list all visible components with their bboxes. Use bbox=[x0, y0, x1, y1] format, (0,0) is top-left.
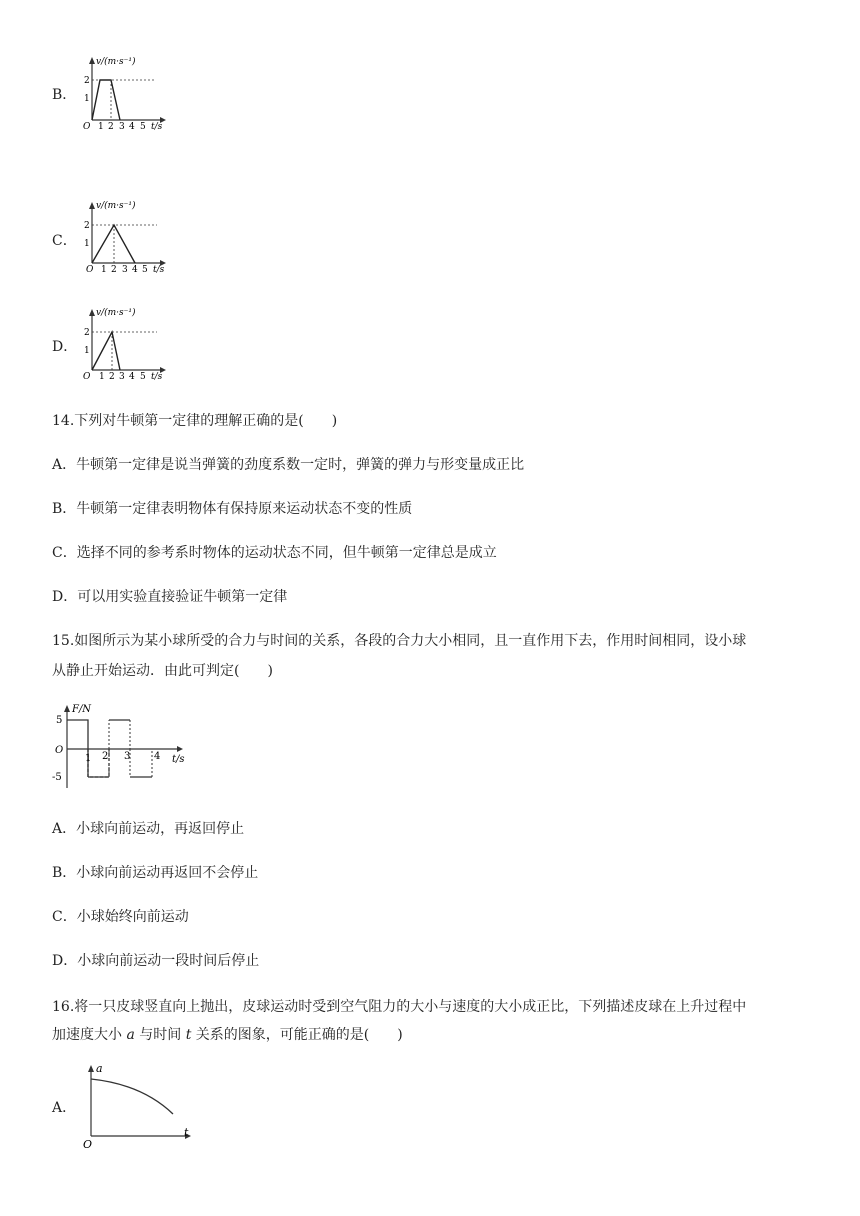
q15-option-c bbox=[52, 906, 189, 926]
option-d-xlabel: t/s bbox=[151, 372, 163, 382]
option-c-letter: C． bbox=[52, 233, 77, 249]
q15-xtick-2: 2 bbox=[102, 751, 109, 762]
option-d-ytick-1: 1 bbox=[84, 346, 90, 356]
q14-option-d bbox=[52, 586, 287, 606]
option-c-xtick-2: 2 bbox=[111, 265, 117, 275]
option-d-xtick-3: 3 bbox=[119, 372, 125, 382]
q15-origin: O bbox=[55, 745, 64, 756]
q16-var-t: t bbox=[185, 1027, 192, 1043]
q16-stem-part-b: 与时间 bbox=[134, 1027, 186, 1043]
option-c-ytick-1: 1 bbox=[84, 239, 90, 249]
option-b-ylabel: v/(m·s⁻¹) bbox=[96, 57, 136, 67]
option-b-xtick-4: 4 bbox=[129, 122, 135, 132]
option-b-xtick-1: 1 bbox=[98, 122, 104, 132]
q15-option-d-text: 小球向前运动一段时间后停止 bbox=[77, 953, 260, 969]
q15-xlabel: t/s bbox=[172, 754, 185, 765]
q15-force-time-graph bbox=[52, 700, 192, 792]
option-d-letter: D． bbox=[52, 339, 78, 355]
q15-option-d bbox=[52, 950, 259, 970]
option-b-letter: B． bbox=[52, 87, 77, 103]
q15-option-a-text: 小球向前运动，再返回停止 bbox=[76, 821, 245, 837]
q14-option-d-letter: D． bbox=[52, 589, 78, 605]
q16-stem-line1: 16.将一只皮球竖直向上抛出，皮球运动时受到空气阻力的大小与速度的大小成正比，下列描述皮球在上升过程中 bbox=[52, 999, 747, 1015]
option-d-ytick-2: 2 bbox=[84, 328, 90, 338]
q14-option-c-text: 选择不同的参考系时物体的运动状态不同，但牛顿第一定律总是成立 bbox=[76, 545, 497, 561]
q16-a-xlabel: t bbox=[184, 1126, 189, 1139]
q16-a-origin: O bbox=[83, 1138, 93, 1150]
q14-option-b-text: 牛顿第一定律表明物体有保持原来运动状态不变的性质 bbox=[76, 501, 413, 517]
q14-option-d-text: 可以用实验直接验证牛顿第一定律 bbox=[77, 589, 288, 605]
option-c-ylabel: v/(m·s⁻¹) bbox=[96, 201, 136, 211]
q15-option-c-letter: C． bbox=[52, 909, 77, 925]
option-b-xtick-2: 2 bbox=[108, 122, 114, 132]
option-b-xtick-3: 3 bbox=[119, 122, 125, 132]
option-c-xtick-3: 3 bbox=[122, 265, 128, 275]
option-c-vt-graph bbox=[82, 195, 172, 277]
q16-var-a: a bbox=[126, 1027, 135, 1043]
option-d-xtick-4: 4 bbox=[129, 372, 135, 382]
option-c-xtick-1: 1 bbox=[101, 265, 107, 275]
q15-option-a bbox=[52, 818, 244, 838]
q15-option-b-letter: B． bbox=[52, 865, 77, 881]
q14-option-b-letter: B． bbox=[52, 501, 77, 517]
q14-option-a-letter: A． bbox=[52, 457, 77, 473]
q16-stem-part-a: 加速度大小 bbox=[52, 1027, 127, 1043]
option-b-origin: O bbox=[83, 122, 91, 132]
option-d-origin: O bbox=[83, 372, 91, 382]
q15-option-a-letter: A． bbox=[52, 821, 77, 837]
option-c-xtick-5: 5 bbox=[142, 265, 148, 275]
q15-stem-line2: 从静止开始运动．由此可判定( ) bbox=[52, 663, 273, 679]
q15-option-b-text: 小球向前运动再返回不会停止 bbox=[76, 865, 259, 881]
q15-xtick-4: 4 bbox=[154, 751, 161, 762]
option-b-vt-graph bbox=[82, 50, 172, 132]
option-d-ylabel: v/(m·s⁻¹) bbox=[96, 308, 136, 318]
option-c-origin: O bbox=[86, 265, 94, 275]
option-b-ytick-1: 1 bbox=[84, 94, 90, 104]
q14-option-a bbox=[52, 454, 524, 474]
option-b-xlabel: t/s bbox=[151, 122, 163, 132]
q14-option-c-letter: C． bbox=[52, 545, 77, 561]
option-c-xtick-4: 4 bbox=[132, 265, 138, 275]
q16-option-a-letter: A． bbox=[52, 1100, 77, 1116]
q14-option-a-text: 牛顿第一定律是说当弹簧的劲度系数一定时，弹簧的弹力与形变量成正比 bbox=[76, 457, 525, 473]
q16-stem-line2 bbox=[52, 1024, 403, 1044]
option-c-ytick-2: 2 bbox=[84, 221, 90, 231]
q16-option-a-graph bbox=[80, 1062, 195, 1150]
q15-ytick-neg5: -5 bbox=[52, 772, 62, 783]
q15-ytick-5: 5 bbox=[56, 715, 63, 726]
option-b-ytick-2: 2 bbox=[84, 76, 90, 86]
option-d-vt-graph bbox=[82, 302, 172, 384]
q15-xtick-1: 1 bbox=[85, 753, 92, 764]
q15-option-b bbox=[52, 862, 258, 882]
q14-option-b bbox=[52, 498, 412, 518]
q15-xtick-3: 3 bbox=[124, 751, 131, 762]
q16-a-ylabel: a bbox=[96, 1062, 103, 1075]
q15-option-c-text: 小球始终向前运动 bbox=[76, 909, 189, 925]
q15-ylabel: F/N bbox=[72, 704, 92, 715]
option-b-xtick-5: 5 bbox=[140, 122, 146, 132]
q15-option-d-letter: D． bbox=[52, 953, 78, 969]
option-d-xtick-5: 5 bbox=[140, 372, 146, 382]
q14-stem: 14.下列对牛顿第一定律的理解正确的是( ) bbox=[52, 413, 338, 429]
q16-stem-part-c: 关系的图象，可能正确的是( ) bbox=[191, 1027, 403, 1043]
option-d-xtick-1: 1 bbox=[99, 372, 105, 382]
option-d-xtick-2: 2 bbox=[109, 372, 115, 382]
q15-stem-line1: 15.如图所示为某小球所受的合力与时间的关系，各段的合力大小相同，且一直作用下去，作用时间相同，设小球 bbox=[52, 633, 747, 649]
option-c-xlabel: t/s bbox=[153, 265, 165, 275]
q14-option-c bbox=[52, 542, 497, 562]
